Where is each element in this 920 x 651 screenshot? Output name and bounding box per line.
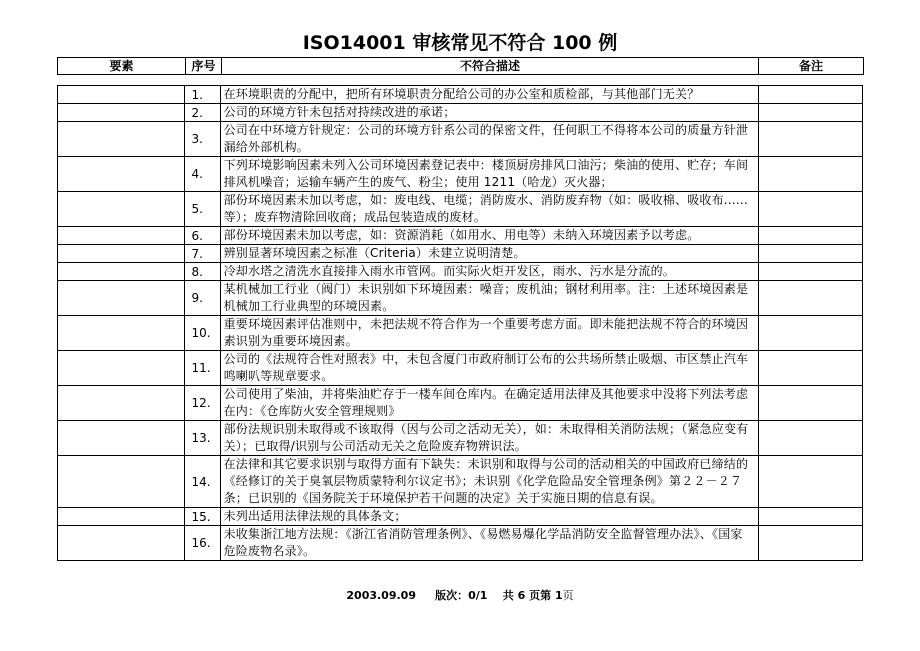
description-cell: 部份环境因素未加以考虑，如：资源消耗（如用水、用电等）未纳入环境因素予以考虑。 xyxy=(220,227,758,245)
description-cell: 在法律和其它要求识别与取得方面有下缺失：未识别和取得与公司的活动相关的中国政府已缔结的《经修订的关于臭氧层物质蒙特利尔议定书》；未识别《化学危险品安全管理条例》第２２－２７条；已识别的《国务院关于环境保护若干问题的决定》关于实施日期的信息有误。 xyxy=(220,456,758,508)
seq-cell: 4. xyxy=(185,157,220,192)
header-seq: 序号 xyxy=(186,58,222,75)
header-note: 备注 xyxy=(759,58,864,75)
element-cell xyxy=(58,351,185,386)
table-row xyxy=(58,351,863,386)
seq-cell: 16. xyxy=(185,526,220,561)
description-cell: 公司的环境方针未包括对持续改进的承诺； xyxy=(220,104,758,122)
description-cell: 冷却水塔之清洗水直接排入雨水市管网。而实际火炬开发区，雨水、污水是分流的。 xyxy=(220,263,758,281)
description-cell: 公司在中环境方针规定：公司的环境方针系公司的保密文件，任何职工不得将本公司的质量方针泄漏给外部机构。 xyxy=(220,122,758,157)
description-cell: 未收集浙江地方法规：《浙江省消防管理条例》、《易燃易爆化学品消防安全监督管理办法》、《国家危险废物名录》。 xyxy=(220,526,758,561)
description-cell: 公司的《法规符合性对照表》中，未包含厦门市政府制订公布的公共场所禁止吸烟、市区禁止汽车鸣喇叭等规章要求。 xyxy=(220,351,758,386)
seq-cell: 14. xyxy=(185,456,220,508)
note-cell xyxy=(758,86,862,104)
note-cell xyxy=(758,386,862,421)
element-cell xyxy=(58,316,185,351)
element-cell xyxy=(58,526,185,561)
element-cell xyxy=(58,421,185,456)
table-row xyxy=(58,316,863,351)
note-cell xyxy=(758,157,862,192)
description-cell: 某机械加工行业（阀门）未识别如下环境因素：噪音；废机油；钢材利用率。注：上述环境因素是机械加工行业典型的环境因素。 xyxy=(220,281,758,316)
note-cell xyxy=(758,316,862,351)
description-cell: 未列出适用法律法规的具体条文； xyxy=(220,508,758,526)
element-cell xyxy=(58,157,185,192)
note-cell xyxy=(758,281,862,316)
document-title: ISO14001 审核常见不符合 100 例 xyxy=(302,32,618,54)
seq-cell: 15. xyxy=(185,508,220,526)
description-cell: 重要环境因素评估准则中，未把法规不符合作为一个重要考虑方面。即未能把法规不符合的环境因素识别为重要环境因素。 xyxy=(220,316,758,351)
table-row xyxy=(58,456,863,508)
note-cell xyxy=(758,104,862,122)
table-row xyxy=(58,263,863,281)
seq-cell: 1. xyxy=(185,86,220,104)
table-row xyxy=(58,421,863,456)
element-cell xyxy=(58,104,185,122)
seq-cell: 2. xyxy=(185,104,220,122)
element-cell xyxy=(58,456,185,508)
seq-cell: 13. xyxy=(185,421,220,456)
description-cell: 辨别显著环境因素之标准（Criteria）未建立说明清楚。 xyxy=(220,245,758,263)
table-header xyxy=(57,57,864,75)
note-cell xyxy=(758,263,862,281)
table-row xyxy=(58,192,863,227)
table-row xyxy=(58,122,863,157)
footer-version: 版次：0/1 xyxy=(435,589,488,602)
footer-pages: 共 6 页第 1 xyxy=(502,589,563,602)
nonconformity-table xyxy=(57,85,863,561)
element-cell xyxy=(58,281,185,316)
table-row xyxy=(58,227,863,245)
element-cell xyxy=(58,227,185,245)
note-cell xyxy=(758,526,862,561)
description-cell: 公司使用了柴油，并将柴油贮存于一楼车间仓库内。在确定适用法律及其他要求中没将下列法考虑在内：《仓库防火安全管理规则》 xyxy=(220,386,758,421)
seq-cell: 5. xyxy=(185,192,220,227)
element-cell xyxy=(58,192,185,227)
seq-cell: 8. xyxy=(185,263,220,281)
header-description: 不符合描述 xyxy=(222,58,759,75)
seq-cell: 11. xyxy=(185,351,220,386)
table-row xyxy=(58,104,863,122)
seq-cell: 6. xyxy=(185,227,220,245)
seq-cell: 12. xyxy=(185,386,220,421)
element-cell xyxy=(58,122,185,157)
table-row xyxy=(58,86,863,104)
element-cell xyxy=(58,508,185,526)
note-cell xyxy=(758,508,862,526)
table-row xyxy=(58,157,863,192)
page-footer xyxy=(0,587,920,603)
header-element: 要素 xyxy=(58,58,186,75)
seq-cell: 10. xyxy=(185,316,220,351)
footer-date: 2003.09.09 xyxy=(346,589,416,602)
note-cell xyxy=(758,192,862,227)
seq-cell: 7. xyxy=(185,245,220,263)
table-row xyxy=(58,386,863,421)
element-cell xyxy=(58,386,185,421)
description-cell: 部份环境因素未加以考虑，如：废电线、电缆；消防废水、消防废弃物（如：吸收棉、吸收布......等）；废弃物清除回收商；成品包装造成的废材。 xyxy=(220,192,758,227)
description-cell: 在环境职责的分配中，把所有环境职责分配给公司的办公室和质检部，与其他部门无关？ xyxy=(220,86,758,104)
table-row xyxy=(58,526,863,561)
note-cell xyxy=(758,351,862,386)
table-row xyxy=(58,508,863,526)
element-cell xyxy=(58,245,185,263)
note-cell xyxy=(758,456,862,508)
table-row xyxy=(58,245,863,263)
seq-cell: 3. xyxy=(185,122,220,157)
note-cell xyxy=(758,421,862,456)
seq-cell: 9. xyxy=(185,281,220,316)
description-cell: 部份法规识别未取得或不该取得（因与公司之活动无关），如：未取得相关消防法规；（紧急应变有关）；已取得/识别与公司活动无关之危险废弃物辨识法。 xyxy=(220,421,758,456)
note-cell xyxy=(758,122,862,157)
element-cell xyxy=(58,86,185,104)
element-cell xyxy=(58,263,185,281)
table-row xyxy=(58,281,863,316)
note-cell xyxy=(758,245,862,263)
note-cell xyxy=(758,227,862,245)
description-cell: 下列环境影响因素未列入公司环境因素登记表中：楼顶厨房排风口油污；柴油的使用、贮存；车间排风机噪音；运输车辆产生的废气、粉尘；使用 1211（哈龙）灭火器； xyxy=(220,157,758,192)
footer-pages-suffix: 页 xyxy=(562,589,574,602)
